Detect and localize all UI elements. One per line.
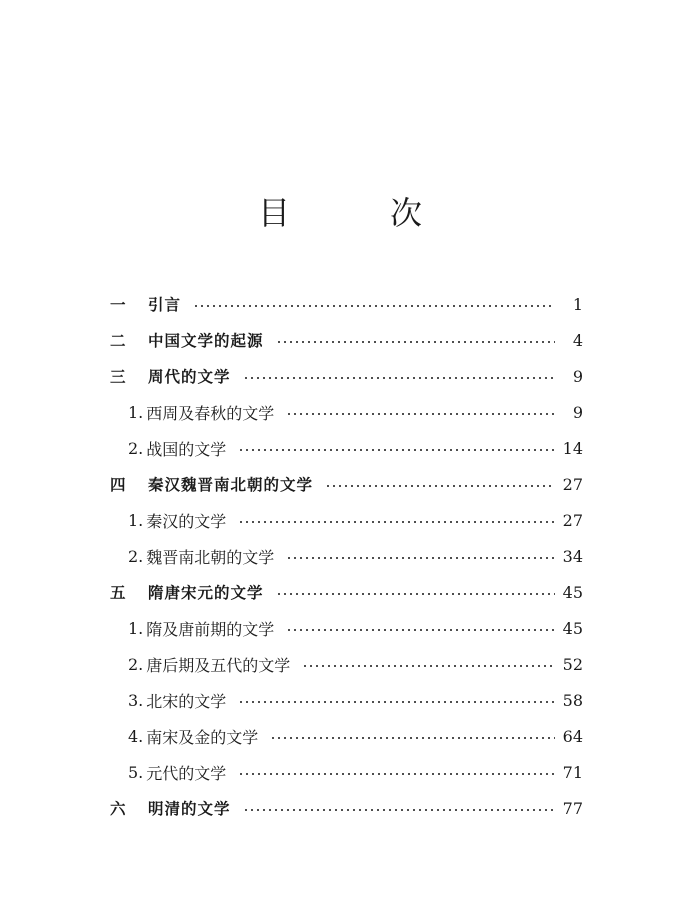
- toc-entry[interactable]: [110, 430, 583, 466]
- toc-entry-page: 52: [562, 654, 583, 674]
- toc-entry[interactable]: [110, 790, 583, 826]
- toc-entry-page: 9: [572, 402, 583, 422]
- toc-entry-number: 2.: [128, 654, 144, 674]
- toc-entry-title: 秦汉魏晋南北朝的文学: [148, 476, 314, 494]
- dot-leader: [238, 521, 554, 523]
- dot-leader: [286, 629, 554, 631]
- toc-entry[interactable]: [110, 358, 583, 394]
- dot-leader: [238, 773, 554, 775]
- toc-entry-page: 58: [562, 690, 583, 710]
- toc-entry-page: 27: [562, 510, 583, 530]
- dot-leader: [276, 341, 555, 343]
- toc-entry-page: 71: [562, 762, 583, 782]
- dot-leader: [325, 485, 555, 487]
- toc-entry-number: 六: [110, 800, 127, 818]
- toc-entry-number: 5.: [128, 762, 144, 782]
- toc-entry-page: 34: [562, 546, 583, 566]
- dot-leader: [286, 413, 555, 415]
- toc-entry-title: 唐后期及五代的文学: [146, 655, 291, 675]
- toc-entry-page: 45: [562, 582, 583, 602]
- dot-leader: [193, 305, 555, 307]
- toc-entry-number: 1.: [128, 510, 144, 530]
- toc-entry-number: 3.: [128, 690, 144, 710]
- toc-entry-title: 北宋的文学: [146, 691, 227, 711]
- toc-entry-page: 9: [572, 366, 583, 386]
- toc-entry-title: 明清的文学: [148, 800, 231, 818]
- dot-leader: [238, 449, 554, 451]
- dot-leader: [276, 593, 555, 595]
- toc-entry-number: 三: [110, 368, 127, 386]
- toc-entry-number: 4.: [128, 726, 144, 746]
- toc-entry[interactable]: [110, 394, 583, 430]
- toc-entry-page: 45: [562, 618, 583, 638]
- toc-entry-number: 2.: [128, 546, 144, 566]
- toc-entry[interactable]: [110, 538, 583, 574]
- toc-entry[interactable]: [110, 610, 583, 646]
- toc-entry-title: 战国的文学: [146, 439, 227, 459]
- dot-leader: [243, 809, 555, 811]
- toc-entry-number: 五: [110, 584, 127, 602]
- toc-entry-title: 隋唐宋元的文学: [148, 584, 264, 602]
- page-title: 目 次: [257, 194, 456, 232]
- dot-leader: [243, 377, 555, 379]
- toc-entry-title: 引言: [148, 296, 182, 314]
- dot-leader: [238, 701, 554, 703]
- toc-entry-title: 隋及唐前期的文学: [146, 619, 275, 639]
- toc-entry-page: 14: [562, 438, 583, 458]
- toc-entry-title: 元代的文学: [146, 763, 227, 783]
- toc-entry-title: 西周及春秋的文学: [146, 403, 275, 423]
- table-of-contents: [110, 286, 583, 826]
- toc-entry-page: 27: [562, 474, 583, 494]
- toc-entry[interactable]: [110, 682, 583, 718]
- toc-entry-title: 魏晋南北朝的文学: [146, 547, 275, 567]
- toc-entry-number: 一: [110, 296, 127, 314]
- dot-leader: [270, 737, 554, 739]
- toc-entry[interactable]: [110, 466, 583, 502]
- dot-leader: [302, 665, 554, 667]
- toc-entry[interactable]: [110, 502, 583, 538]
- toc-entry-number: 1.: [128, 618, 144, 638]
- toc-entry-number: 二: [110, 332, 127, 350]
- toc-entry-title: 周代的文学: [148, 368, 231, 386]
- toc-entry[interactable]: [110, 754, 583, 790]
- toc-entry-title: 南宋及金的文学: [146, 727, 259, 747]
- toc-entry[interactable]: [110, 646, 583, 682]
- toc-entry-number: 2.: [128, 438, 144, 458]
- toc-entry[interactable]: [110, 718, 583, 754]
- toc-entry[interactable]: [110, 574, 583, 610]
- toc-entry[interactable]: [110, 286, 583, 322]
- dot-leader: [286, 557, 554, 559]
- toc-entry-page: 64: [562, 726, 583, 746]
- toc-entry-page: 77: [562, 798, 583, 818]
- toc-entry-title: 中国文学的起源: [148, 332, 264, 350]
- toc-entry-title: 秦汉的文学: [146, 511, 227, 531]
- toc-entry[interactable]: [110, 322, 583, 358]
- toc-entry-page: 1: [572, 294, 583, 314]
- toc-entry-page: 4: [572, 330, 583, 350]
- toc-entry-number: 1.: [128, 402, 144, 422]
- toc-entry-number: 四: [110, 476, 127, 494]
